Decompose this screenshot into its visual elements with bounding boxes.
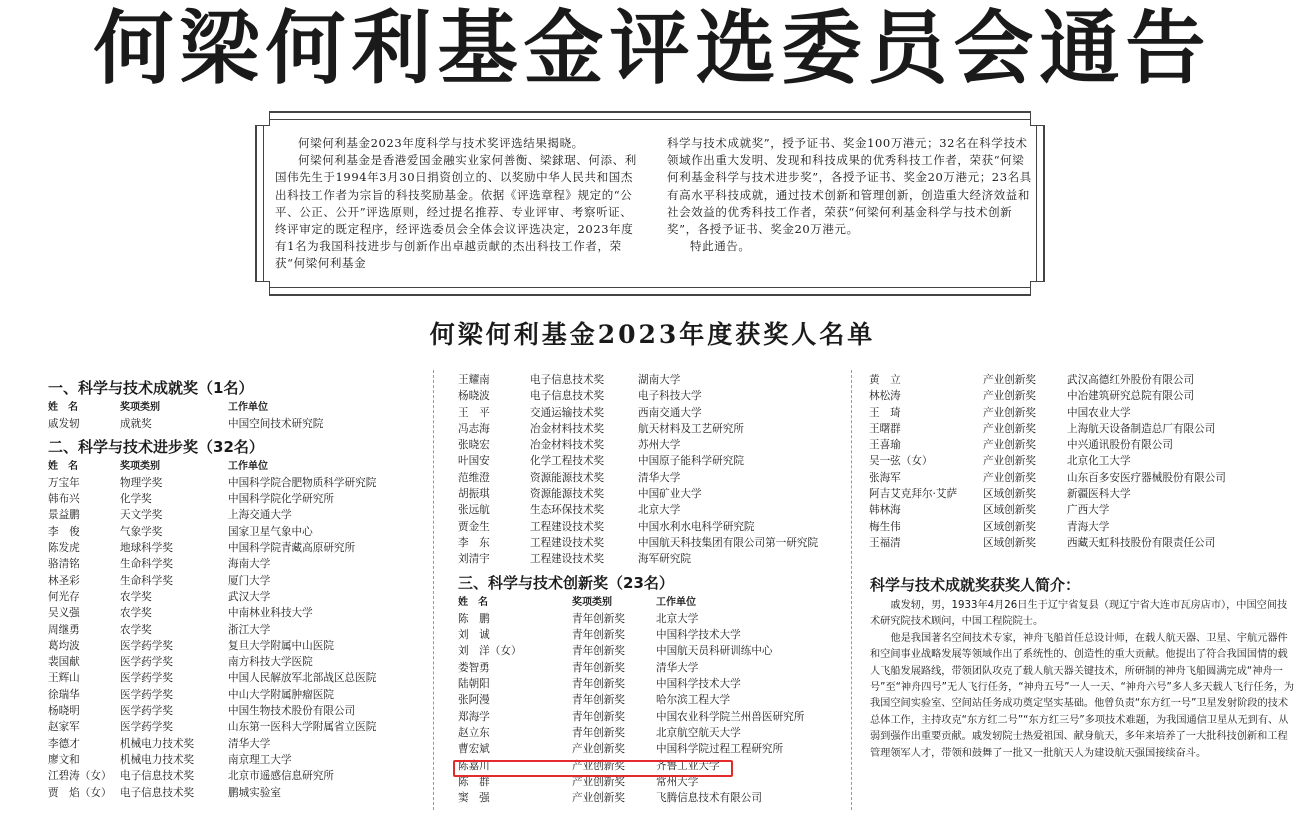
table-row <box>458 741 848 757</box>
award-category: 医学药学奖 <box>120 705 173 718</box>
award-category: 资源能源技术奖 <box>530 471 605 484</box>
table-row <box>48 589 428 605</box>
corner-ornament <box>1030 111 1045 126</box>
winner-name: 王辉山 <box>48 672 80 685</box>
award-category: 区域创新奖 <box>983 488 1036 501</box>
winner-name: 阿吉艾克拜尔·艾萨 <box>869 488 958 501</box>
winner-name: 刘 洋（女） <box>458 645 522 658</box>
award-category: 资源能源技术奖 <box>530 488 605 501</box>
table-row <box>458 643 848 659</box>
work-unit: 中国生物技术股份有限公司 <box>228 705 356 718</box>
table-row <box>869 486 1299 502</box>
award-category: 产业创新奖 <box>983 374 1036 386</box>
award-category: 青年创新奖 <box>572 726 625 739</box>
table-row <box>869 453 1299 469</box>
award-category: 青年创新奖 <box>572 629 625 642</box>
work-unit: 中国原子能科学研究院 <box>638 455 744 468</box>
award-category: 青年创新奖 <box>572 694 625 707</box>
work-unit: 哈尔滨工程大学 <box>656 694 731 707</box>
work-unit: 国家卫星气象中心 <box>228 525 313 538</box>
winner-name: 刘清宇 <box>458 553 490 566</box>
winner-name: 陈 鹏 <box>458 612 490 625</box>
work-unit: 北京化工大学 <box>1067 455 1131 468</box>
work-unit: 航天材料及工艺研究所 <box>638 422 744 435</box>
award-category: 气象学奖 <box>120 525 163 538</box>
award-category: 机械电力技术奖 <box>120 737 195 750</box>
award-category: 青年创新奖 <box>572 710 625 723</box>
award-category: 电子信息技术奖 <box>530 374 605 386</box>
award-category: 青年创新奖 <box>572 645 625 658</box>
notice-left-column <box>275 135 643 273</box>
winner-name: 王福清 <box>869 536 901 549</box>
bio-text <box>870 598 1295 762</box>
winner-name: 王喜瑜 <box>869 439 901 452</box>
award-category: 产业创新奖 <box>572 743 625 756</box>
corner-ornament <box>255 281 270 296</box>
work-unit: 复旦大学附属中山医院 <box>228 639 334 652</box>
work-unit: 中国航天员科研训练中心 <box>656 645 773 658</box>
table-row <box>48 670 428 686</box>
award-category: 工程建设技术奖 <box>530 553 605 566</box>
winner-name: 陆朝阳 <box>458 678 490 691</box>
work-unit: 清华大学 <box>638 471 681 484</box>
section-3-rows <box>458 611 848 807</box>
winner-name: 陈发虎 <box>48 542 80 555</box>
column-2 <box>458 372 848 806</box>
table-row <box>458 519 848 535</box>
winner-name: 范维澄 <box>458 471 490 484</box>
table-row <box>869 421 1299 437</box>
winner-name: 林松涛 <box>869 390 901 403</box>
award-category: 医学药学奖 <box>120 688 173 701</box>
work-unit: 湖南大学 <box>638 374 681 386</box>
work-unit: 广西大学 <box>1067 504 1110 517</box>
work-unit: 中山大学附属肿瘤医院 <box>228 688 334 701</box>
header-type: 奖项类别 <box>572 596 612 608</box>
column-divider <box>851 370 852 810</box>
winner-name: 林圣彩 <box>48 574 80 587</box>
award-category: 区域创新奖 <box>983 504 1036 517</box>
winner-name: 赵立东 <box>458 726 490 739</box>
table-header <box>48 459 428 475</box>
award-category: 产业创新奖 <box>983 390 1036 403</box>
page-title: 何梁何利基金评选委员会通告 <box>93 1 1212 95</box>
winner-name: 贾金生 <box>458 520 490 533</box>
table-row <box>869 519 1299 535</box>
table-row <box>48 736 428 752</box>
work-unit: 山东百多安医疗器械股份有限公司 <box>1067 471 1226 484</box>
table-row <box>458 611 848 627</box>
work-unit: 中国水利水电科学研究院 <box>638 520 755 533</box>
winner-name: 叶国安 <box>458 455 490 468</box>
winner-name: 吴一弦（女） <box>869 455 933 468</box>
work-unit: 西南交通大学 <box>638 406 702 419</box>
corner-ornament <box>1030 281 1045 296</box>
award-category: 医学药学奖 <box>120 721 173 734</box>
table-row <box>458 437 848 453</box>
section-2-rows <box>48 475 428 801</box>
award-category: 冶金材料技术奖 <box>530 439 605 452</box>
award-category: 生态环保技术奖 <box>530 504 605 517</box>
winner-name: 徐瑞华 <box>48 688 80 701</box>
award-category: 产业创新奖 <box>983 422 1036 435</box>
section-title: 二、科学与技术进步奖（32名） <box>48 437 264 456</box>
winner-name: 吴义强 <box>48 607 80 620</box>
work-unit: 中国空间技术研究院 <box>228 418 324 431</box>
work-unit: 西藏天虹科技股份有限责任公司 <box>1067 536 1216 549</box>
winner-name: 陈 群 <box>458 775 490 788</box>
winner-name: 景益鹏 <box>48 509 80 522</box>
table-row <box>48 638 428 654</box>
table-row <box>458 502 848 518</box>
winner-name: 李 俊 <box>48 525 80 538</box>
award-category: 产业创新奖 <box>572 775 625 788</box>
award-category: 地球科学奖 <box>120 542 173 555</box>
table-row <box>48 654 428 670</box>
column-1 <box>48 376 428 801</box>
award-category: 成就奖 <box>120 418 152 431</box>
award-category: 医学药学奖 <box>120 639 173 652</box>
table-row <box>48 785 428 801</box>
table-row <box>458 676 848 692</box>
work-unit: 新疆医科大学 <box>1067 488 1131 501</box>
table-row <box>458 535 848 551</box>
winner-name: 杨晓波 <box>458 390 490 403</box>
award-category: 产业创新奖 <box>983 455 1036 468</box>
award-category: 医学药学奖 <box>120 656 173 669</box>
notice-box <box>255 111 1045 296</box>
award-category: 区域创新奖 <box>983 520 1036 533</box>
award-category: 产业创新奖 <box>983 439 1036 452</box>
work-unit: 电子科技大学 <box>638 390 702 403</box>
table-row <box>48 416 428 432</box>
award-category: 天文学奖 <box>120 509 163 522</box>
notice-paragraph: 何梁何利基金是香港爱国金融实业家何善衡、梁銶琚、何添、利国伟先生于1994年3月30日捐资创立的、以奖励中华人民共和国杰出科技工作者为宗旨的科技奖励基金。依据《评选章程》规定的“公平、公正、公开”评选原则，经过提名推荐、专业评审、考察听证、终评审定的既定程序，经评选委员会全体会议评选决定，2023年度有1名为我国科技进步与创新作出卓越贡献的杰出科技工作者，荣获“何梁何利基金 <box>275 153 637 271</box>
table-row <box>48 752 428 768</box>
award-category: 产业创新奖 <box>983 406 1036 419</box>
winner-name: 杨晓明 <box>48 705 80 718</box>
winner-name: 王 平 <box>458 406 490 419</box>
award-category: 产业创新奖 <box>572 792 625 805</box>
table-row <box>48 540 428 556</box>
work-unit: 北京市遥感信息研究所 <box>228 770 334 783</box>
work-unit: 上海航天设备制造总厂有限公司 <box>1067 422 1216 435</box>
award-category: 生命科学奖 <box>120 574 173 587</box>
work-unit: 中国科学技术大学 <box>656 678 741 691</box>
work-unit: 上海交通大学 <box>228 509 292 522</box>
table-row <box>869 372 1299 388</box>
award-category: 医学药学奖 <box>120 672 173 685</box>
header-name: 姓 名 <box>48 460 78 472</box>
header-name: 姓 名 <box>458 596 488 608</box>
winner-name: 王曙群 <box>869 422 901 435</box>
work-unit: 山东第一医科大学附属省立医院 <box>228 721 377 734</box>
work-unit: 常州大学 <box>656 775 699 788</box>
winner-name: 裴国献 <box>48 656 80 669</box>
work-unit: 北京航空航天大学 <box>656 726 741 739</box>
work-unit: 齐鲁工业大学 <box>656 759 720 772</box>
column-divider <box>433 370 434 810</box>
table-header <box>458 595 848 611</box>
table-row <box>48 703 428 719</box>
work-unit: 浙江大学 <box>228 623 271 636</box>
work-unit: 青海大学 <box>1067 520 1110 533</box>
work-unit: 清华大学 <box>228 737 271 750</box>
winner-name: 张远航 <box>458 504 490 517</box>
winner-name: 刘 诚 <box>458 629 490 642</box>
winner-name: 韩布兴 <box>48 493 80 506</box>
table-row <box>458 388 848 404</box>
award-category: 化学奖 <box>120 493 152 506</box>
notice-paragraph: 何梁何利基金2023年度科学与技术奖评选结果揭晓。 <box>298 136 584 150</box>
notice-right-column <box>667 135 1035 255</box>
award-category: 电子信息技术奖 <box>530 390 605 403</box>
header-type: 奖项类别 <box>120 460 160 472</box>
work-unit: 飞腾信息技术有限公司 <box>656 792 762 805</box>
work-unit: 武汉高德红外股份有限公司 <box>1067 374 1195 386</box>
winner-name: 江碧涛（女） <box>48 770 112 783</box>
corner-ornament <box>255 111 270 126</box>
table-row <box>48 524 428 540</box>
winner-name: 张阿漫 <box>458 694 490 707</box>
work-unit: 北京大学 <box>638 504 681 517</box>
award-category: 交通运输技术奖 <box>530 406 605 419</box>
work-unit: 中国矿业大学 <box>638 488 702 501</box>
work-unit: 北京大学 <box>656 612 699 625</box>
work-unit: 中国科学院过程工程研究所 <box>656 743 784 756</box>
table-row <box>458 660 848 676</box>
winner-name: 陈嘉川 <box>458 759 490 772</box>
work-unit: 海军研究院 <box>638 553 691 566</box>
work-unit: 中国科学院青藏高原研究所 <box>228 542 356 555</box>
bio-paragraph: 戚发轫，男，1933年4月26日生于辽宁省复县（现辽宁省大连市瓦房店市），中国空间技术研究院技术顾问，中国工程院院士。 <box>870 600 1288 628</box>
section-title: 一、科学与技术成就奖（1名） <box>48 379 254 397</box>
work-unit: 中国科学院合肥物质科学研究院 <box>228 476 377 489</box>
table-row <box>458 486 848 502</box>
work-unit: 武汉大学 <box>228 590 271 603</box>
winner-name: 贾 焰（女） <box>48 786 112 799</box>
award-category: 区域创新奖 <box>983 536 1036 549</box>
winner-name: 王耀南 <box>458 374 490 386</box>
table-row <box>869 388 1299 404</box>
table-row <box>458 551 848 567</box>
winner-name: 曹宏斌 <box>458 743 490 756</box>
work-unit: 中国农业大学 <box>1067 406 1131 419</box>
award-category: 工程建设技术奖 <box>530 536 605 549</box>
winner-name: 娄智勇 <box>458 661 490 674</box>
award-category: 产业创新奖 <box>983 471 1036 484</box>
award-category: 工程建设技术奖 <box>530 520 605 533</box>
table-row <box>48 622 428 638</box>
award-category: 农学奖 <box>120 607 152 620</box>
table-row <box>458 725 848 741</box>
award-category: 青年创新奖 <box>572 678 625 691</box>
work-unit: 中冶建筑研究总院有限公司 <box>1067 390 1195 403</box>
table-row <box>458 421 848 437</box>
work-unit: 中兴通讯股份有限公司 <box>1067 439 1173 452</box>
work-unit: 鹏城实验室 <box>228 786 281 799</box>
winner-name: 何光存 <box>48 590 80 603</box>
work-unit: 中国科学院化学研究所 <box>228 493 334 506</box>
list-title: 何梁何利基金2023年度获奖人名单 <box>429 320 876 349</box>
winner-name: 张海军 <box>869 471 901 484</box>
work-unit: 中国航天科技集团有限公司第一研究院 <box>638 536 819 549</box>
award-category: 青年创新奖 <box>572 612 625 625</box>
bio-paragraph: 他是我国著名空间技术专家，神舟飞船首任总设计师，在载人航天器、卫星、宇航元器件和空间事业战略发展等领域作出了系统性的、创造性的重大贡献。他提出了符合我国国情的载人飞船发展路线，带领团队攻克了载人航天器关键技术，所研制的神舟飞船圆满完成“神舟一号”至“神舟四号”无人飞行任务，“神舟五号”一人一天、“神舟六号”多人多天载人飞行任务，为我国空间实验室、空间站任务成功奠定坚实基础。他曾负责“东方红一号”卫星发射阶段的技术总体工作，主持攻克“东方红二号”“东方红三号”多项技术难题，为我国通信卫星从无到有、从弱到强作出重要贡献。戚发轫院士热爱祖国、献身航天，多年来培养了一大批科技创新和工程管理领军人才，带领和鼓舞了一批又一批航天人为建设航天强国接续奋斗。 <box>870 632 1295 759</box>
notice-paragraph: 特此通告。 <box>690 239 751 254</box>
winner-name: 郑海学 <box>458 710 490 723</box>
table-row <box>458 692 848 708</box>
header-unit: 工作单位 <box>656 596 696 608</box>
winner-name: 廖文和 <box>48 753 80 766</box>
winner-name: 万宝年 <box>48 476 80 489</box>
winner-name: 张晓宏 <box>458 439 490 452</box>
award-category: 生命科学奖 <box>120 558 173 571</box>
winner-name: 韩林海 <box>869 504 901 517</box>
section-1-rows <box>48 416 428 432</box>
table-header <box>48 400 428 416</box>
header-unit: 工作单位 <box>228 460 268 472</box>
table-row <box>48 507 428 523</box>
column-3 <box>869 372 1299 551</box>
table-row <box>869 437 1299 453</box>
section-title: 三、科学与技术创新奖（23名） <box>458 573 674 592</box>
section-3-rows-continued <box>869 372 1299 551</box>
table-row <box>48 719 428 735</box>
winner-name: 黄 立 <box>869 374 901 386</box>
table-row <box>869 405 1299 421</box>
award-category: 农学奖 <box>120 623 152 636</box>
winner-name: 李 东 <box>458 536 490 549</box>
table-row <box>48 768 428 784</box>
table-row <box>458 453 848 469</box>
table-row <box>48 556 428 572</box>
award-category: 化学工程技术奖 <box>530 455 605 468</box>
winner-name: 赵家军 <box>48 721 80 734</box>
work-unit: 中国科学技术大学 <box>656 629 741 642</box>
work-unit: 南方科技大学医院 <box>228 656 313 669</box>
header-unit: 工作单位 <box>228 402 268 413</box>
winner-name: 葛均波 <box>48 639 80 652</box>
work-unit: 厦门大学 <box>228 574 271 587</box>
winner-name: 胡振琪 <box>458 488 490 501</box>
award-category: 产业创新奖 <box>572 759 625 772</box>
highlight-box <box>453 760 733 777</box>
award-category: 物理学奖 <box>120 476 163 489</box>
section-2-rows-continued <box>458 372 848 568</box>
table-row <box>869 470 1299 486</box>
header-name: 姓 名 <box>48 402 78 413</box>
winner-name: 骆清铭 <box>48 558 80 571</box>
winner-name: 窦 强 <box>458 792 490 805</box>
table-row <box>48 687 428 703</box>
table-row <box>869 502 1299 518</box>
award-category: 电子信息技术奖 <box>120 786 195 799</box>
winner-name: 李德才 <box>48 737 80 750</box>
work-unit: 苏州大学 <box>638 439 681 452</box>
table-row <box>48 475 428 491</box>
bio-title: 科学与技术成就奖获奖人简介： <box>870 576 1081 594</box>
table-row <box>458 790 848 806</box>
table-row <box>458 372 848 388</box>
award-category: 机械电力技术奖 <box>120 753 195 766</box>
winner-name: 王 琦 <box>869 406 901 419</box>
award-category: 冶金材料技术奖 <box>530 422 605 435</box>
work-unit: 中国农业科学院兰州兽医研究所 <box>656 710 805 723</box>
table-row <box>458 470 848 486</box>
table-row <box>48 573 428 589</box>
winner-name: 周继勇 <box>48 623 80 636</box>
work-unit: 中国人民解放军北部战区总医院 <box>228 672 377 685</box>
table-row <box>48 491 428 507</box>
work-unit: 南京理工大学 <box>228 753 292 766</box>
award-category: 农学奖 <box>120 590 152 603</box>
table-row <box>458 627 848 643</box>
work-unit: 海南大学 <box>228 558 271 571</box>
work-unit: 清华大学 <box>656 661 699 674</box>
award-category: 青年创新奖 <box>572 661 625 674</box>
winner-name: 戚发轫 <box>48 418 80 431</box>
table-row <box>48 605 428 621</box>
header-type: 奖项类别 <box>120 402 160 413</box>
table-row <box>458 709 848 725</box>
table-row <box>458 405 848 421</box>
winner-name: 冯志海 <box>458 422 490 435</box>
winner-name: 梅生伟 <box>869 520 901 533</box>
award-category: 电子信息技术奖 <box>120 770 195 783</box>
notice-paragraph: 科学与技术成就奖”，授予证书、奖金100万港元；32名在科学技术领域作出重大发明、发现和科技成果的优秀科技工作者，荣获“何梁何利基金科学与技术进步奖”，各授予证书、奖金20万港元；23名具有高水平科技成就，通过技术创新和管理创新，创造重大经济效益和社会效益的优秀科技工作者，荣获“何梁何利基金科学与技术创新奖”，各授予证书、奖金20万港元。 <box>667 136 1032 237</box>
work-unit: 中南林业科技大学 <box>228 607 313 620</box>
table-row <box>869 535 1299 551</box>
